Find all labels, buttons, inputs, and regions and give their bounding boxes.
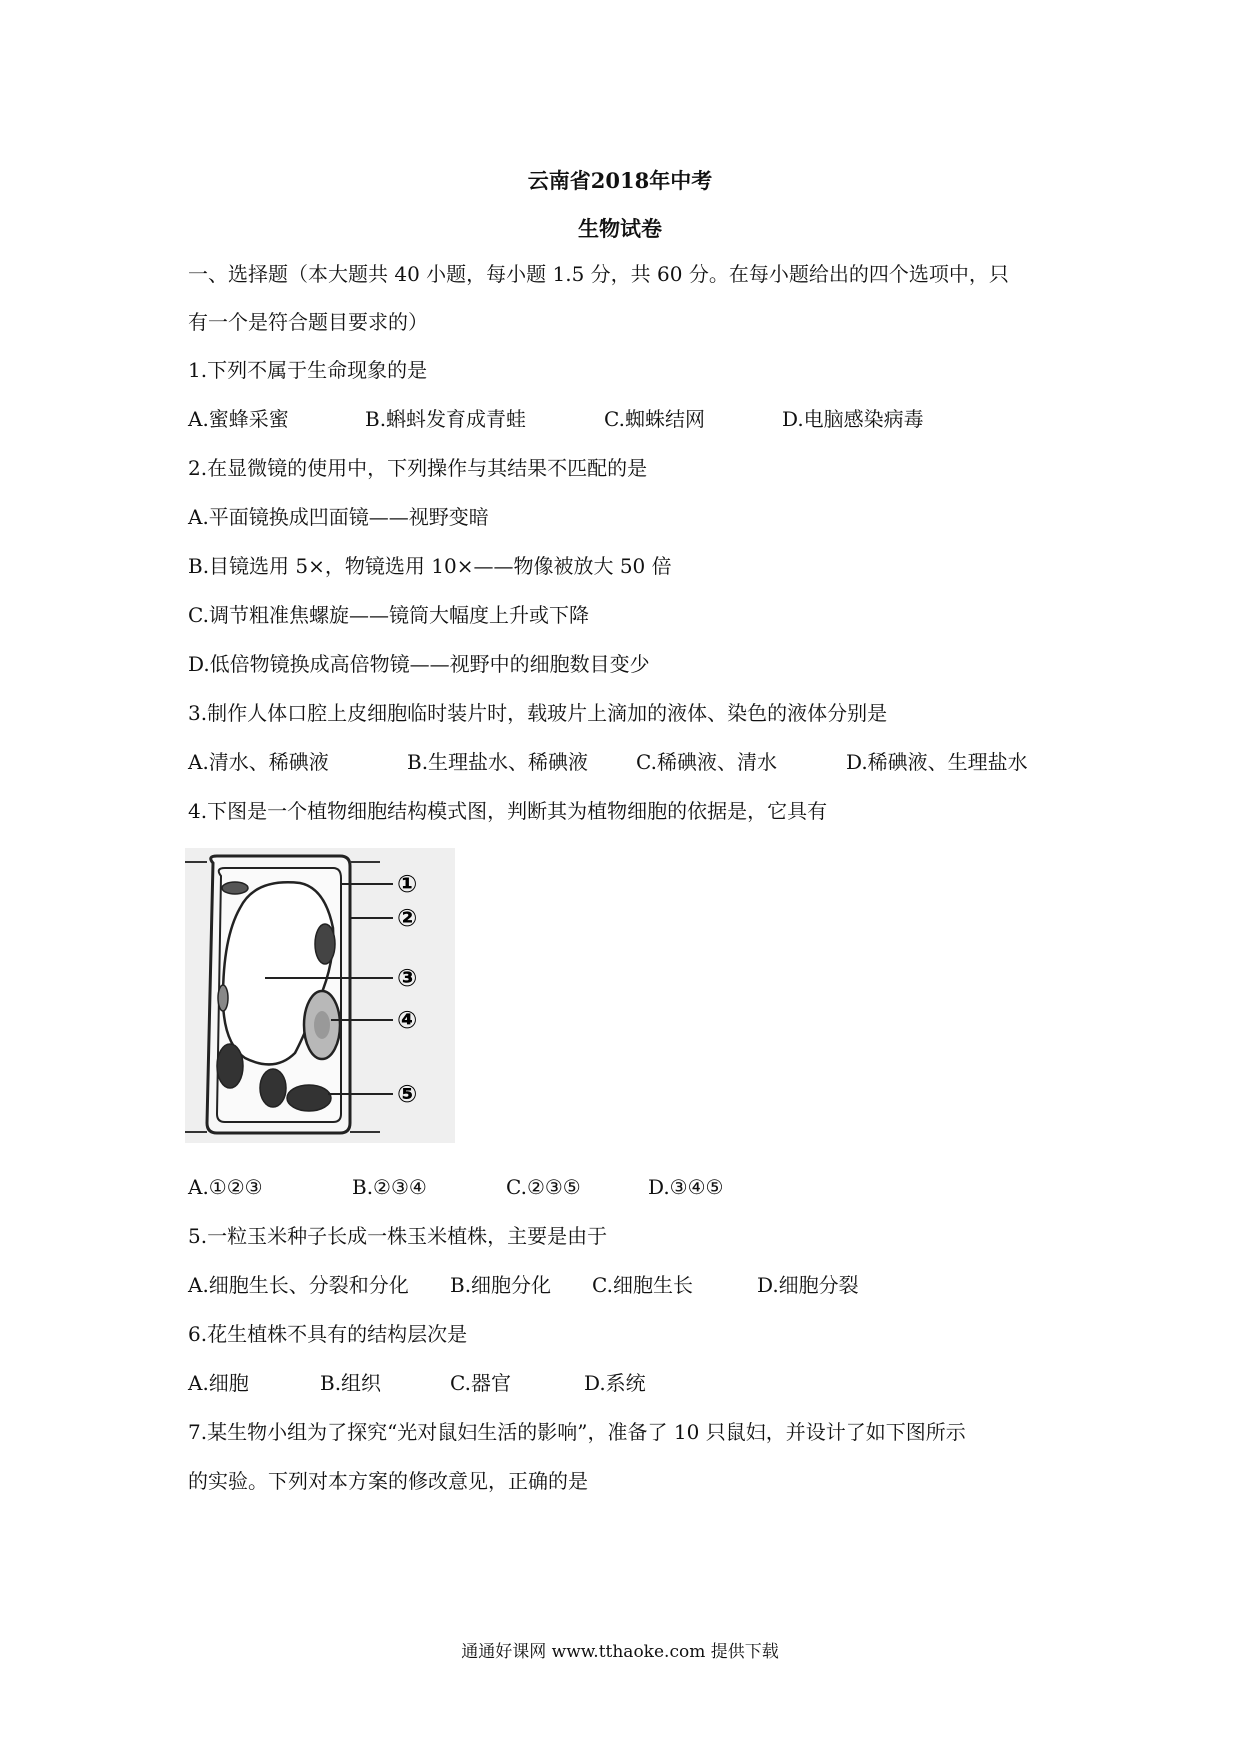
question-3-stem: 3.制作人体口腔上皮细胞临时装片时，载玻片上滴加的液体、染色的液体分别是 (188, 701, 888, 725)
figure-label-5: ⑤ (397, 1080, 418, 1108)
q1-option-d: D.电脑感染病毒 (782, 407, 924, 431)
chloroplast-shape-4 (217, 1044, 243, 1088)
q1-option-c: C.蜘蛛结网 (604, 407, 705, 431)
question-6-stem: 6.花生植株不具有的结构层次是 (188, 1322, 468, 1346)
q2-option-c: C.调节粗准焦螺旋——镜筒大幅度上升或下降 (188, 603, 589, 627)
q4-option-c: C.②③⑤ (506, 1175, 581, 1199)
q4-option-b: B.②③④ (352, 1175, 427, 1199)
page-footer[interactable]: 通通好课网 www.tthaoke.com 提供下载 (461, 1642, 779, 1662)
section-heading-line1: 一、选择题（本大题共 40 小题，每小题 1.5 分，共 60 分。在每小题给出的四个选项中，只 (188, 262, 1009, 286)
chloroplast-shape-6 (287, 1085, 331, 1111)
chloroplast-shape-2 (315, 924, 335, 964)
question-7-stem-line1: 7.某生物小组为了探究“光对鼠妇生活的影响”，准备了 10 只鼠妇，并设计了如下图所示 (188, 1420, 966, 1444)
q3-option-c: C.稀碘液、清水 (636, 750, 777, 774)
chloroplast-shape-1 (222, 882, 248, 894)
chloroplast-shape-5 (260, 1069, 286, 1107)
q5-option-d: D.细胞分裂 (757, 1273, 859, 1297)
q6-option-d: D.系统 (584, 1371, 646, 1395)
question-2-stem: 2.在显微镜的使用中，下列操作与其结果不匹配的是 (188, 456, 648, 480)
figure-label-4: ④ (397, 1006, 418, 1034)
q4-option-d: D.③④⑤ (648, 1175, 724, 1199)
q2-option-b: B.目镜选用 5×，物镜选用 10×——物像被放大 50 倍 (188, 554, 672, 578)
q2-option-a: A.平面镜换成凹面镜——视野变暗 (188, 505, 489, 529)
question-1-stem: 1.下列不属于生命现象的是 (188, 358, 428, 382)
figure-label-2: ② (397, 904, 418, 932)
q3-option-d: D.稀碘液、生理盐水 (846, 750, 1028, 774)
question-7-stem-line2: 的实验。下列对本方案的修改意见，正确的是 (188, 1469, 588, 1493)
exam-subtitle: 生物试卷 (578, 216, 662, 241)
q6-option-a: A.细胞 (188, 1371, 249, 1395)
q6-option-b: B.组织 (320, 1371, 382, 1395)
question-4-stem: 4.下图是一个植物细胞结构模式图，判断其为植物细胞的依据是，它具有 (188, 799, 828, 823)
question-5-stem: 5.一粒玉米种子长成一株玉米植株，主要是由于 (188, 1224, 608, 1248)
figure-label-1: ① (397, 870, 418, 898)
q3-option-b: B.生理盐水、稀碘液 (407, 750, 589, 774)
section-heading-line2: 有一个是符合题目要求的） (188, 310, 428, 334)
nucleus-inner-shape (314, 1011, 330, 1039)
q1-option-b: B.蝌蚪发育成青蛙 (365, 407, 527, 431)
q5-option-a: A.细胞生长、分裂和分化 (188, 1273, 409, 1297)
q6-option-c: C.器官 (450, 1371, 511, 1395)
q4-option-a: A.①②③ (188, 1175, 263, 1199)
q5-option-b: B.细胞分化 (450, 1273, 552, 1297)
q1-option-a: A.蜜蜂采蜜 (188, 407, 289, 431)
exam-title: 云南省2018年中考 (527, 168, 713, 193)
figure-label-3: ③ (397, 964, 418, 992)
plant-cell-diagram (185, 848, 455, 1143)
q3-option-a: A.清水、稀碘液 (188, 750, 329, 774)
chloroplast-shape-3 (218, 985, 228, 1011)
plant-cell-figure (185, 848, 455, 1143)
q5-option-c: C.细胞生长 (592, 1273, 693, 1297)
q2-option-d: D.低倍物镜换成高倍物镜——视野中的细胞数目变少 (188, 652, 650, 676)
